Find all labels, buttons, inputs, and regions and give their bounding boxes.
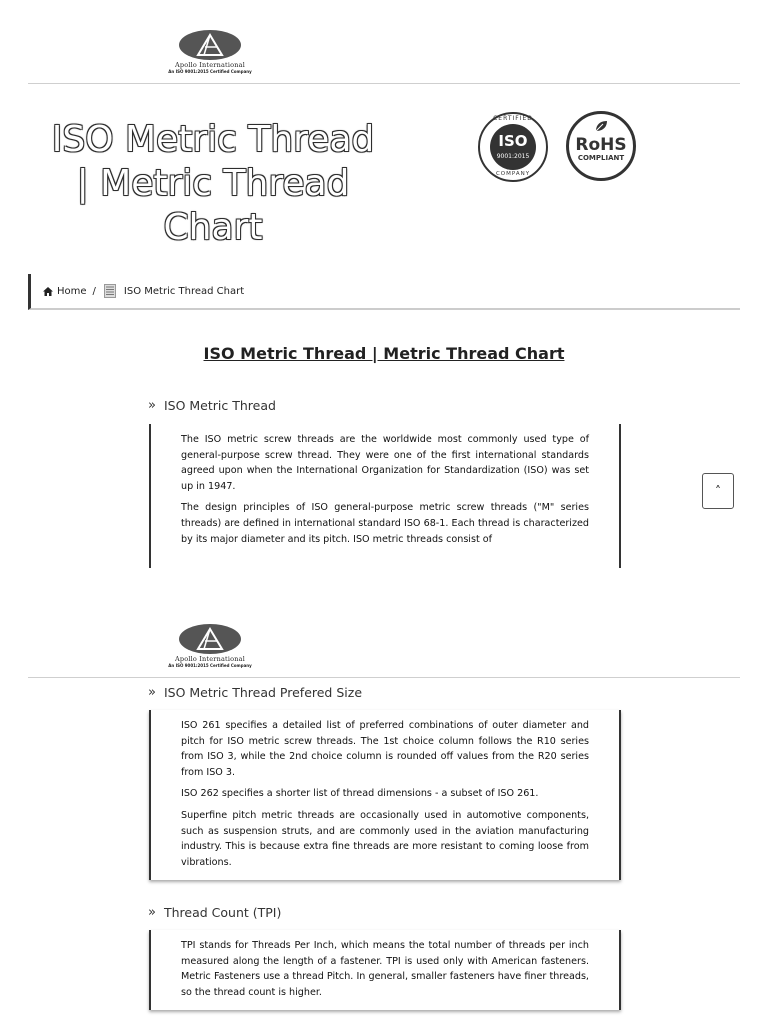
- chevron-double-right-icon: »: [148, 905, 156, 920]
- section-box-iso-metric-thread: [149, 424, 621, 568]
- iso-badge-core: [490, 124, 536, 170]
- rohs-compliant-badge: [566, 111, 636, 181]
- logo-company-name: Apollo International: [174, 61, 246, 69]
- chevron-double-right-icon: »: [148, 398, 156, 413]
- iso-badge-bottom-text: COMPANY: [495, 171, 531, 177]
- home-icon: [43, 287, 53, 296]
- paragraph: The design principles of ISO general-purpose metric screw threads ("M" series threads) are defined in international standard ISO 68-1. Each thread is characterized by its major diameter and its pitch. ISO metric threads consist of: [181, 502, 589, 545]
- section-box-thread-count: [149, 930, 621, 1010]
- hero-title: [48, 118, 378, 250]
- site-header: [28, 622, 740, 678]
- chevron-double-right-icon: »: [148, 685, 156, 700]
- breadcrumb-current: ISO Metric Thread Chart: [123, 285, 245, 297]
- breadcrumb-home-link[interactable]: Home: [57, 285, 87, 297]
- hero-title-line-1: ISO Metric Thread: [51, 119, 375, 160]
- rohs-badge-main-text: RoHS: [575, 135, 627, 155]
- section-label-preferred-size: [148, 685, 362, 700]
- iso-badge-top-text: CERTIFIED: [493, 115, 533, 122]
- logo-tagline: An ISO 9001:2015 Certified Company: [168, 69, 252, 74]
- section-label-text: ISO Metric Thread Prefered Size: [163, 685, 363, 700]
- breadcrumb-separator: /: [92, 285, 96, 297]
- logo-emblem-icon: [179, 624, 241, 654]
- chevron-up-icon: ˄: [715, 484, 721, 498]
- paragraph: TPI stands for Threads Per Inch, which means the total number of threads per inch measured along the length of a fastener. TPI is used only with American fasteners. Metric Fasteners use a thread Pitch. In general, smaller fasteners have finer threads, so the thread count is higher.: [181, 940, 589, 998]
- section-label-text: Thread Count (TPI): [163, 905, 282, 920]
- iso-badge-standard: 9001:2015: [496, 153, 530, 160]
- main-heading: ISO Metric Thread | Metric Thread Chart: [203, 344, 565, 363]
- paragraph: Superfine pitch metric threads are occasionally used in automotive components, such as suspension struts, and are commonly used in the aviation manufacturing industry. This is because extra fine threads are more resistant to coming loose from vibrations.: [181, 809, 589, 868]
- page-two: [0, 622, 768, 1024]
- section-label-thread-count: [148, 905, 281, 920]
- company-logo[interactable]: [162, 30, 258, 74]
- page-gap: [0, 568, 768, 622]
- logo-company-name: Apollo International: [174, 655, 246, 663]
- rohs-badge-sub-text: COMPLIANT: [577, 154, 625, 162]
- section-label-text: ISO Metric Thread: [163, 398, 276, 413]
- paragraph: The ISO metric screw threads are the worldwide most commonly used type of general-purpose screw thread. They were one of the first international standards agreed upon when the International Organization for Standardization (ISO) was set up in 1947.: [181, 434, 589, 492]
- site-header: [28, 0, 740, 84]
- iso-certified-badge: [478, 112, 548, 182]
- breadcrumb: [28, 274, 740, 310]
- paragraph: ISO 261 specifies a detailed list of preferred combinations of outer diameter and pitch for ISO metric screw threads. The 1st choice column follows the R10 series from ISO 3, while the 2nd choice column is rounded off values from the R20 series from ISO 3.: [181, 720, 589, 778]
- iso-badge-main-text: ISO: [498, 132, 528, 150]
- document-list-icon: [104, 284, 116, 298]
- hero-title-line-2: | Metric Thread: [76, 163, 350, 204]
- company-logo[interactable]: [162, 624, 258, 668]
- paragraph: ISO 262 specifies a shorter list of thread dimensions - a subset of ISO 261.: [181, 788, 539, 800]
- section-box-preferred-size: [149, 710, 621, 880]
- hero-title-line-3: Chart: [163, 207, 263, 248]
- logo-emblem-icon: [179, 30, 241, 60]
- leaf-icon: [594, 120, 608, 132]
- section-label-iso-metric-thread: [148, 398, 276, 413]
- logo-tagline: An ISO 9001:2015 Certified Company: [168, 663, 252, 668]
- scroll-to-top-button[interactable]: [702, 473, 734, 509]
